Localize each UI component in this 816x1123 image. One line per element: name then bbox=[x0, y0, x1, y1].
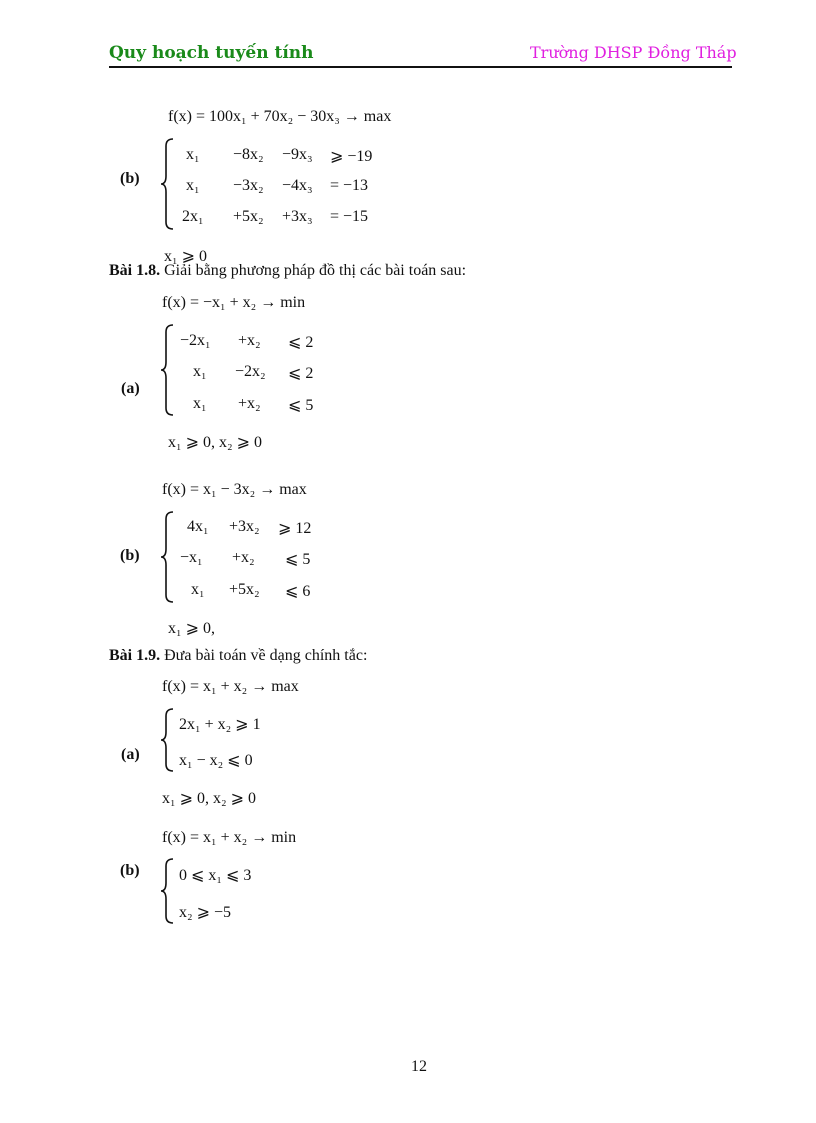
a3-row-1: 2x₁ + x₂ ⩾ 1 bbox=[179, 716, 261, 733]
b2-row-2: −x₁ +x₂ ⩽ 5 bbox=[180, 549, 311, 568]
exercise-1-8 bbox=[109, 262, 466, 280]
b1-objective: f(x) = 100x₁ + 70x₂ − 30x₃ → max bbox=[168, 108, 392, 125]
b3-objective: f(x) = x₁ + x₂ → min bbox=[162, 829, 297, 846]
b1-row-3: 2x₁ +5x₂ +3x₃ = −15 bbox=[182, 208, 369, 225]
a2-objective: f(x) = −x₁ + x₂ → min bbox=[162, 294, 306, 311]
b3-row-2: x₂ ⩾ −5 bbox=[179, 904, 232, 921]
a2-nonneg: x₁ ⩾ 0, x₂ ⩾ 0 bbox=[168, 434, 262, 451]
b2-label: (b) bbox=[120, 547, 140, 564]
b3-row-1: 0 ⩽ x₁ ⩽ 3 bbox=[179, 867, 252, 884]
b2-objective: f(x) = x₁ − 3x₂ → max bbox=[162, 481, 307, 498]
exercise-1-8-title: Bài 1.8. bbox=[109, 262, 161, 279]
a3-objective: f(x) = x₁ + x₂ → max bbox=[162, 678, 299, 695]
exercise-1-9 bbox=[109, 647, 367, 665]
a3-nonneg: x₁ ⩾ 0, x₂ ⩾ 0 bbox=[162, 790, 256, 807]
a2-brace bbox=[160, 324, 176, 416]
running-header-right: Trường DHSP Đồng Tháp bbox=[530, 43, 737, 62]
b3-label: (b) bbox=[120, 862, 140, 879]
exercise-1-9-text: Đưa bài toán về dạng chính tắc: bbox=[164, 647, 368, 664]
b2-row-1: 4x₁ +3x₂ ⩾ 12 bbox=[187, 518, 312, 537]
running-header-left: Quy hoạch tuyến tính bbox=[109, 43, 314, 63]
a2-row-1: −2x₁ +x₂ ⩽ 2 bbox=[180, 332, 314, 351]
b3-brace bbox=[160, 858, 176, 924]
header-rule bbox=[109, 66, 732, 68]
exercise-1-8-text: Giải bằng phương pháp đồ thị các bài toán sau: bbox=[164, 262, 467, 279]
exercise-1-9-title: Bài 1.9. bbox=[109, 647, 161, 664]
b1-row-1: x₁ −8x₂ −9x₃ ⩾ −19 bbox=[186, 146, 373, 165]
a3-label: (a) bbox=[121, 746, 140, 763]
a2-row-2: x₁ −2x₂ ⩽ 2 bbox=[193, 363, 314, 382]
a3-row-2: x₁ − x₂ ⩽ 0 bbox=[179, 752, 253, 769]
page-number: 12 bbox=[411, 1058, 427, 1075]
b1-brace bbox=[160, 138, 176, 230]
b2-brace bbox=[160, 511, 176, 603]
b1-label: (b) bbox=[120, 170, 140, 187]
b2-row-3: x₁ +5x₂ ⩽ 6 bbox=[191, 581, 311, 600]
a3-brace bbox=[160, 708, 176, 772]
b1-row-2: x₁ −3x₂ −4x₃ = −13 bbox=[186, 177, 369, 194]
b2-nonneg: x₁ ⩾ 0, bbox=[168, 620, 215, 637]
a2-row-3: x₁ +x₂ ⩽ 5 bbox=[193, 395, 314, 414]
a2-label: (a) bbox=[121, 380, 140, 397]
b1-nonneg: x₁ ⩾ 0 bbox=[164, 248, 207, 265]
